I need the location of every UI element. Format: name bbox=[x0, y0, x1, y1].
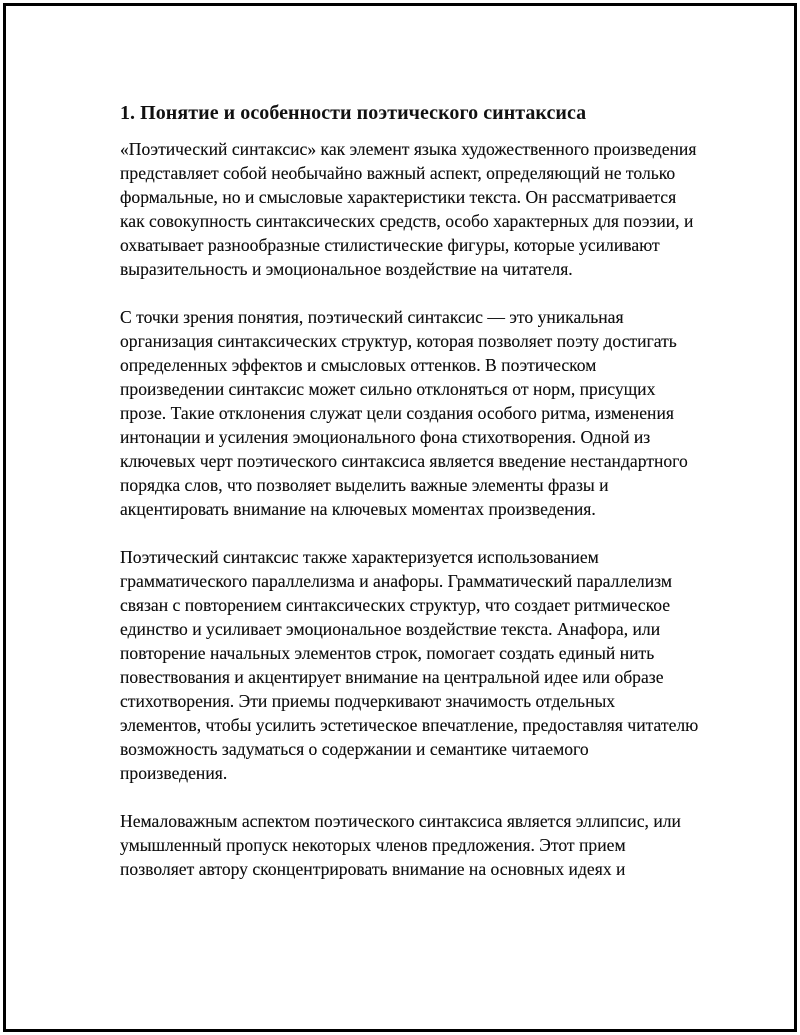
paragraph-1: «Поэтический синтаксис» как элемент языка художественного произведения представляет собой необычайно важный аспект, определяющий не только формальные, но и смысловые характеристики текста. Он рассматривается как совокупность синтаксических средств, особо характерных для поэзии, и охватывает разнообразные стилистические фигуры, которые усиливают выразительность и эмоциональное воздействие на читателя. bbox=[120, 139, 697, 279]
paragraph-2: С точки зрения понятия, поэтический синтаксис — это уникальная организация синтаксических структур, которая позволяет поэту достигать определенных эффектов и смысловых оттенков. В поэтическом произведении синтаксис может сильно отклоняться от норм, присущих прозе. Такие отклонения служат цели создания особого ритма, изменения интонации и усиления эмоционального фона стихотворения. Одной из ключевых черт поэтического синтаксиса является введение нестандартного порядка слов, что позволяет выделить важные элементы фразы и акцентировать внимание на ключевых моментах произведения. bbox=[120, 307, 688, 519]
section-heading: 1. Понятие и особенности поэтического синтаксиса bbox=[120, 102, 587, 124]
paragraph-4: Немаловажным аспектом поэтического синтаксиса является эллипсис, или умышленный пропуск некоторых членов предложения. Этот прием позволяет автору сконцентрировать внимание на основных идеях и bbox=[120, 811, 681, 879]
document-page bbox=[3, 3, 797, 1032]
document-body bbox=[120, 100, 700, 905]
paragraph-3: Поэтический синтаксис также характеризуется использованием грамматического параллелизма и анафоры. Грамматический параллелизм связан с повторением синтаксических структур, что создает ритмическое единство и усиливает эмоциональное воздействие текста. Анафора, или повторение начальных элементов строк, помогает создать единый нить повествования и акцентирует внимание на центральной идее или образе стихотворения. Эти приемы подчеркивают значимость отдельных элементов, чтобы усилить эстетическое впечатление, предоставляя читателю возможность задуматься о содержании и семантике читаемого произведения. bbox=[120, 547, 699, 783]
